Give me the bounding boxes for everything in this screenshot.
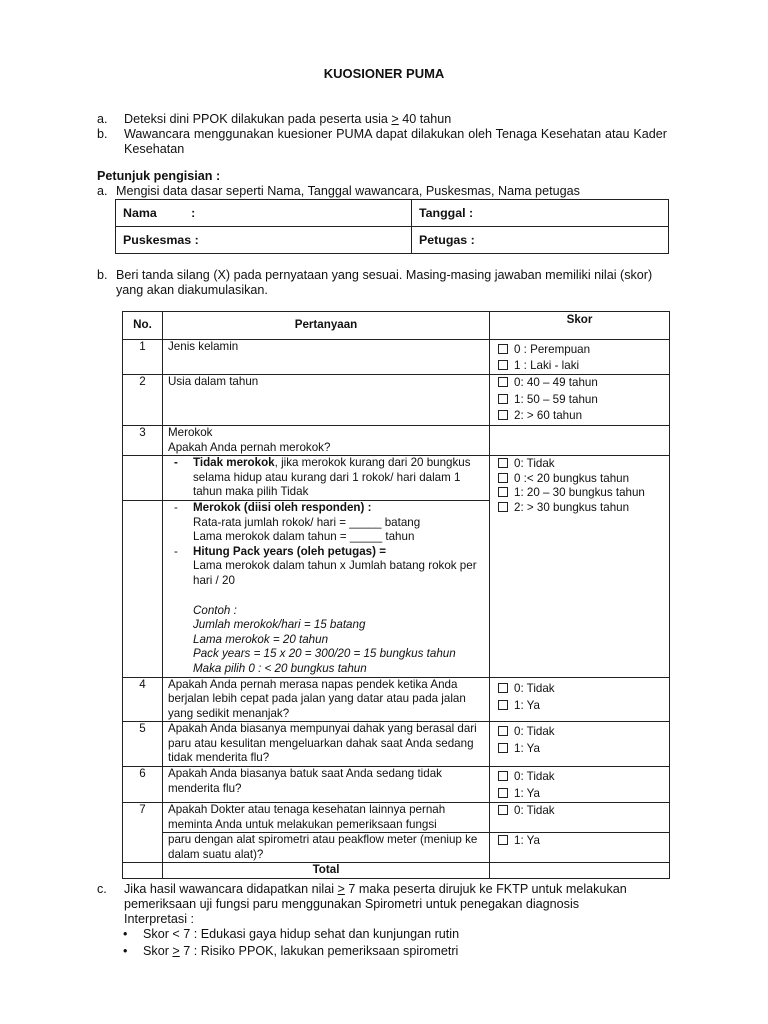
instruction-item-b bbox=[97, 268, 667, 298]
example-line: Pack years = 15 x 20 = 300/20 = 15 bungkus tahun bbox=[193, 647, 456, 661]
header-no: No. bbox=[123, 312, 163, 340]
intro-marker-a: a. bbox=[97, 112, 108, 126]
gte-symbol: > bbox=[391, 112, 399, 126]
instruction-text-a: Mengisi data dasar seperti Nama, Tanggal wawancara, Puskesmas, Nama petugas bbox=[116, 184, 580, 198]
row-number: 7 bbox=[123, 803, 163, 863]
dash-marker: - bbox=[174, 544, 178, 558]
table-row bbox=[123, 375, 670, 426]
q3-years-smoking-field[interactable]: Lama merokok dalam tahun = _____ tahun bbox=[193, 530, 415, 544]
total-label: Total bbox=[163, 863, 490, 879]
q3-nonsmoker-note bbox=[174, 456, 489, 500]
checkbox-icon bbox=[498, 805, 508, 815]
option-checkbox[interactable] bbox=[498, 697, 669, 714]
score-options bbox=[490, 340, 670, 375]
option-label: 1: Ya bbox=[514, 834, 541, 848]
question-text bbox=[163, 456, 490, 501]
option-label: 1: 50 – 59 tahun bbox=[514, 392, 598, 406]
option-checkbox[interactable] bbox=[498, 358, 669, 374]
q3-example bbox=[193, 604, 489, 677]
q3-title: Merokok bbox=[168, 426, 213, 439]
checkbox-icon bbox=[498, 788, 508, 798]
q3-pack-formula: Lama merokok dalam tahun x Jumlah batang rokok per hari / 20 bbox=[193, 559, 477, 587]
puskesmas-label: Puskesmas : bbox=[123, 233, 199, 247]
option-checkbox[interactable] bbox=[498, 472, 669, 487]
questionnaire-table bbox=[122, 311, 670, 879]
table-row bbox=[123, 426, 670, 456]
conclusion-post: 7 maka peserta dirujuk ke FKTP untuk melakukan pemeriksaan uji fungsi paru menggunakan Spirometri untuk penegakan diagnosis bbox=[124, 882, 627, 911]
question-text: Apakah Anda biasanya batuk saat Anda sedang tidak menderita flu? bbox=[163, 767, 490, 803]
table-row bbox=[123, 803, 670, 833]
conclusion-text bbox=[124, 882, 667, 927]
option-checkbox[interactable] bbox=[498, 785, 669, 802]
question-text: Jenis kelamin bbox=[163, 340, 490, 375]
table-row bbox=[123, 340, 670, 375]
question-text: paru dengan alat spirometri atau peakflow meter (meniup ke dalam suatu alat)? bbox=[163, 833, 490, 863]
intro-text-b: Wawancara menggunakan kuesioner PUMA dapat dilakukan oleh Tenaga Kesehatan atau Kader Kesehatan bbox=[124, 127, 667, 156]
option-checkbox[interactable] bbox=[498, 342, 669, 358]
checkbox-icon bbox=[498, 360, 508, 370]
option-checkbox[interactable] bbox=[498, 486, 669, 501]
instruction-marker-a: a. bbox=[97, 184, 108, 198]
row-number-empty bbox=[123, 456, 163, 501]
basic-data-table bbox=[115, 199, 669, 254]
q3-cigs-per-day-field[interactable]: Rata-rata jumlah rokok/ hari = _____ batang bbox=[193, 515, 421, 529]
checkbox-icon bbox=[498, 410, 508, 420]
checkbox-icon bbox=[498, 835, 508, 845]
total-score-field[interactable] bbox=[490, 863, 670, 879]
petugas-label: Petugas : bbox=[419, 233, 475, 247]
checkbox-icon bbox=[498, 700, 508, 710]
intro-item-a bbox=[97, 112, 667, 127]
question-text: Apakah Anda pernah merasa napas pendek ketika Anda berjalan lebih cepat pada jalan yang datar atau pada jalan yang sedikit menanjak? bbox=[163, 677, 490, 722]
tanggal-field[interactable] bbox=[412, 200, 669, 227]
row-number: 4 bbox=[123, 677, 163, 722]
table-row bbox=[123, 722, 670, 767]
intro-text-a-post: 40 tahun bbox=[398, 112, 452, 126]
checkbox-icon bbox=[498, 683, 508, 693]
question-text: Apakah Dokter atau tenaga kesehatan lainnya pernah meminta Anda untuk melakukan pemeriksaan fungsi bbox=[163, 803, 490, 833]
total-row bbox=[123, 863, 670, 879]
row-number: 1 bbox=[123, 340, 163, 375]
header-score: Skor bbox=[490, 312, 670, 340]
interp-text-1: Skor < 7 : Edukasi gaya hidup sehat dan kunjungan rutin bbox=[143, 927, 460, 941]
header-question: Pertanyaan bbox=[163, 312, 490, 340]
score-options bbox=[490, 375, 670, 426]
row-number: 3 bbox=[123, 426, 163, 456]
option-label: 0: Tidak bbox=[514, 457, 555, 471]
option-label: 0 :< 20 bungkus tahun bbox=[514, 471, 630, 485]
option-checkbox[interactable] bbox=[498, 680, 669, 697]
example-line: Lama merokok = 20 tahun bbox=[193, 632, 329, 646]
checkbox-icon bbox=[498, 502, 508, 512]
checkbox-icon bbox=[498, 377, 508, 387]
gte-symbol: > bbox=[337, 882, 345, 896]
q3-smoker-bold: Merokok (diisi oleh responden) : bbox=[193, 500, 372, 514]
checkbox-icon bbox=[498, 473, 508, 483]
option-label: 2: > 60 tahun bbox=[514, 409, 583, 422]
instruction-text-b: Beri tanda silang (X) pada pernyataan yang sesuai. Masing-masing jawaban memiliki nilai (skor) yang akan diakumulasikan. bbox=[116, 268, 653, 297]
option-label: 0: 40 – 49 tahun bbox=[514, 376, 598, 389]
table-row bbox=[123, 456, 670, 501]
option-label: 0: Tidak bbox=[514, 804, 555, 818]
intro-item-b bbox=[97, 127, 667, 157]
gte-symbol: > bbox=[172, 944, 180, 958]
option-label: 1: Ya bbox=[514, 787, 541, 801]
intro-text-a bbox=[124, 112, 667, 127]
instruction-marker-b: b. bbox=[97, 268, 108, 282]
total-empty bbox=[123, 863, 163, 879]
option-checkbox[interactable] bbox=[498, 723, 669, 740]
row-number-empty bbox=[123, 500, 163, 677]
row-number: 2 bbox=[123, 375, 163, 426]
checkbox-icon bbox=[498, 743, 508, 753]
score-options bbox=[490, 803, 670, 833]
example-line: Maka pilih 0 : < 20 bungkus tahun bbox=[193, 661, 367, 675]
nama-label: Nama : bbox=[123, 206, 196, 220]
checkbox-icon bbox=[498, 487, 508, 497]
conclusion-item bbox=[97, 882, 667, 927]
score-options bbox=[490, 833, 670, 863]
checkbox-icon bbox=[498, 726, 508, 736]
option-label: 1: Ya bbox=[514, 698, 541, 712]
table-header-row bbox=[123, 312, 670, 340]
score-options bbox=[490, 767, 670, 803]
row-number: 6 bbox=[123, 767, 163, 803]
score-options bbox=[490, 722, 670, 767]
question-text bbox=[163, 426, 490, 456]
instructions-heading: Petunjuk pengisian : bbox=[97, 169, 221, 183]
dash-marker: - bbox=[174, 456, 178, 470]
option-label: 1: 20 – 30 bungkus tahun bbox=[514, 486, 645, 500]
page-title: KUOSIONER PUMA bbox=[323, 66, 445, 81]
interp-text-2-post: 7 : Risiko PPOK, lakukan pemeriksaan spirometri bbox=[179, 944, 459, 958]
question-text: Usia dalam tahun bbox=[163, 375, 490, 426]
dash-marker: - bbox=[174, 500, 178, 514]
q3-nonsmoker-bold: Tidak merokok bbox=[193, 456, 275, 470]
bullet-icon: • bbox=[123, 944, 128, 958]
option-label: 2: > 30 bungkus tahun bbox=[514, 500, 630, 514]
question-text bbox=[163, 500, 490, 677]
option-checkbox[interactable] bbox=[498, 768, 669, 785]
table-row bbox=[123, 677, 670, 722]
q3-nonsmoker-rest: , jika merokok kurang dari 20 bungkus selama hidup atau kurang dari 1 rokok/ hari dalam 1 tahun maka pilih Tidak bbox=[193, 456, 471, 499]
checkbox-icon bbox=[498, 458, 508, 468]
option-label: 0: Tidak bbox=[514, 725, 555, 739]
petugas-field[interactable] bbox=[412, 227, 669, 254]
conclusion-marker: c. bbox=[97, 882, 107, 896]
q3-question: Apakah Anda pernah merokok? bbox=[168, 440, 331, 454]
score-options bbox=[490, 456, 670, 677]
score-options bbox=[490, 677, 670, 722]
score-options-empty bbox=[490, 426, 670, 456]
option-checkbox[interactable] bbox=[498, 834, 669, 849]
option-label: 0 : Perempuan bbox=[514, 343, 591, 356]
checkbox-icon bbox=[498, 344, 508, 354]
interp-text-2-pre: Skor bbox=[143, 944, 173, 958]
conclusion-pre: Jika hasil wawancara didapatkan nilai bbox=[124, 882, 338, 896]
row-number: 5 bbox=[123, 722, 163, 767]
option-checkbox[interactable] bbox=[498, 740, 669, 757]
checkbox-icon bbox=[498, 394, 508, 404]
option-checkbox[interactable] bbox=[498, 375, 669, 392]
bullet-icon: • bbox=[123, 927, 128, 941]
q3-pack-bold: Hitung Pack years (oleh petugas) = bbox=[193, 544, 386, 558]
table-row bbox=[123, 833, 670, 863]
option-checkbox[interactable] bbox=[498, 804, 669, 819]
checkbox-icon bbox=[498, 771, 508, 781]
example-line: Jumlah merokok/hari = 15 batang bbox=[193, 618, 366, 632]
intro-marker-b: b. bbox=[97, 127, 108, 141]
option-checkbox[interactable] bbox=[498, 501, 669, 516]
option-label: 0: Tidak bbox=[514, 681, 555, 695]
q3-pack-block bbox=[174, 545, 489, 677]
tanggal-label: Tanggal : bbox=[419, 206, 474, 220]
intro-text-a-pre: Deteksi dini PPOK dilakukan pada peserta usia bbox=[124, 112, 392, 126]
option-checkbox[interactable] bbox=[498, 457, 669, 472]
question-text: Apakah Anda biasanya mempunyai dahak yang berasal dari paru atau kesulitan mengeluarkan dahak saat Anda sedang tidak menderita flu? bbox=[163, 722, 490, 767]
puskesmas-field[interactable] bbox=[116, 227, 412, 254]
table-row bbox=[123, 767, 670, 803]
option-label: 0: Tidak bbox=[514, 770, 555, 784]
q3-smoker-block bbox=[174, 501, 489, 545]
option-checkbox[interactable] bbox=[498, 392, 669, 409]
option-checkbox[interactable] bbox=[498, 408, 669, 425]
interp-text-2 bbox=[143, 944, 458, 959]
option-label: 1 : Laki - laki bbox=[514, 359, 580, 372]
nama-field[interactable] bbox=[116, 200, 412, 227]
interpretation-label: Interpretasi : bbox=[124, 912, 194, 926]
option-label: 1: Ya bbox=[514, 742, 541, 756]
example-line: Contoh : bbox=[193, 603, 237, 617]
